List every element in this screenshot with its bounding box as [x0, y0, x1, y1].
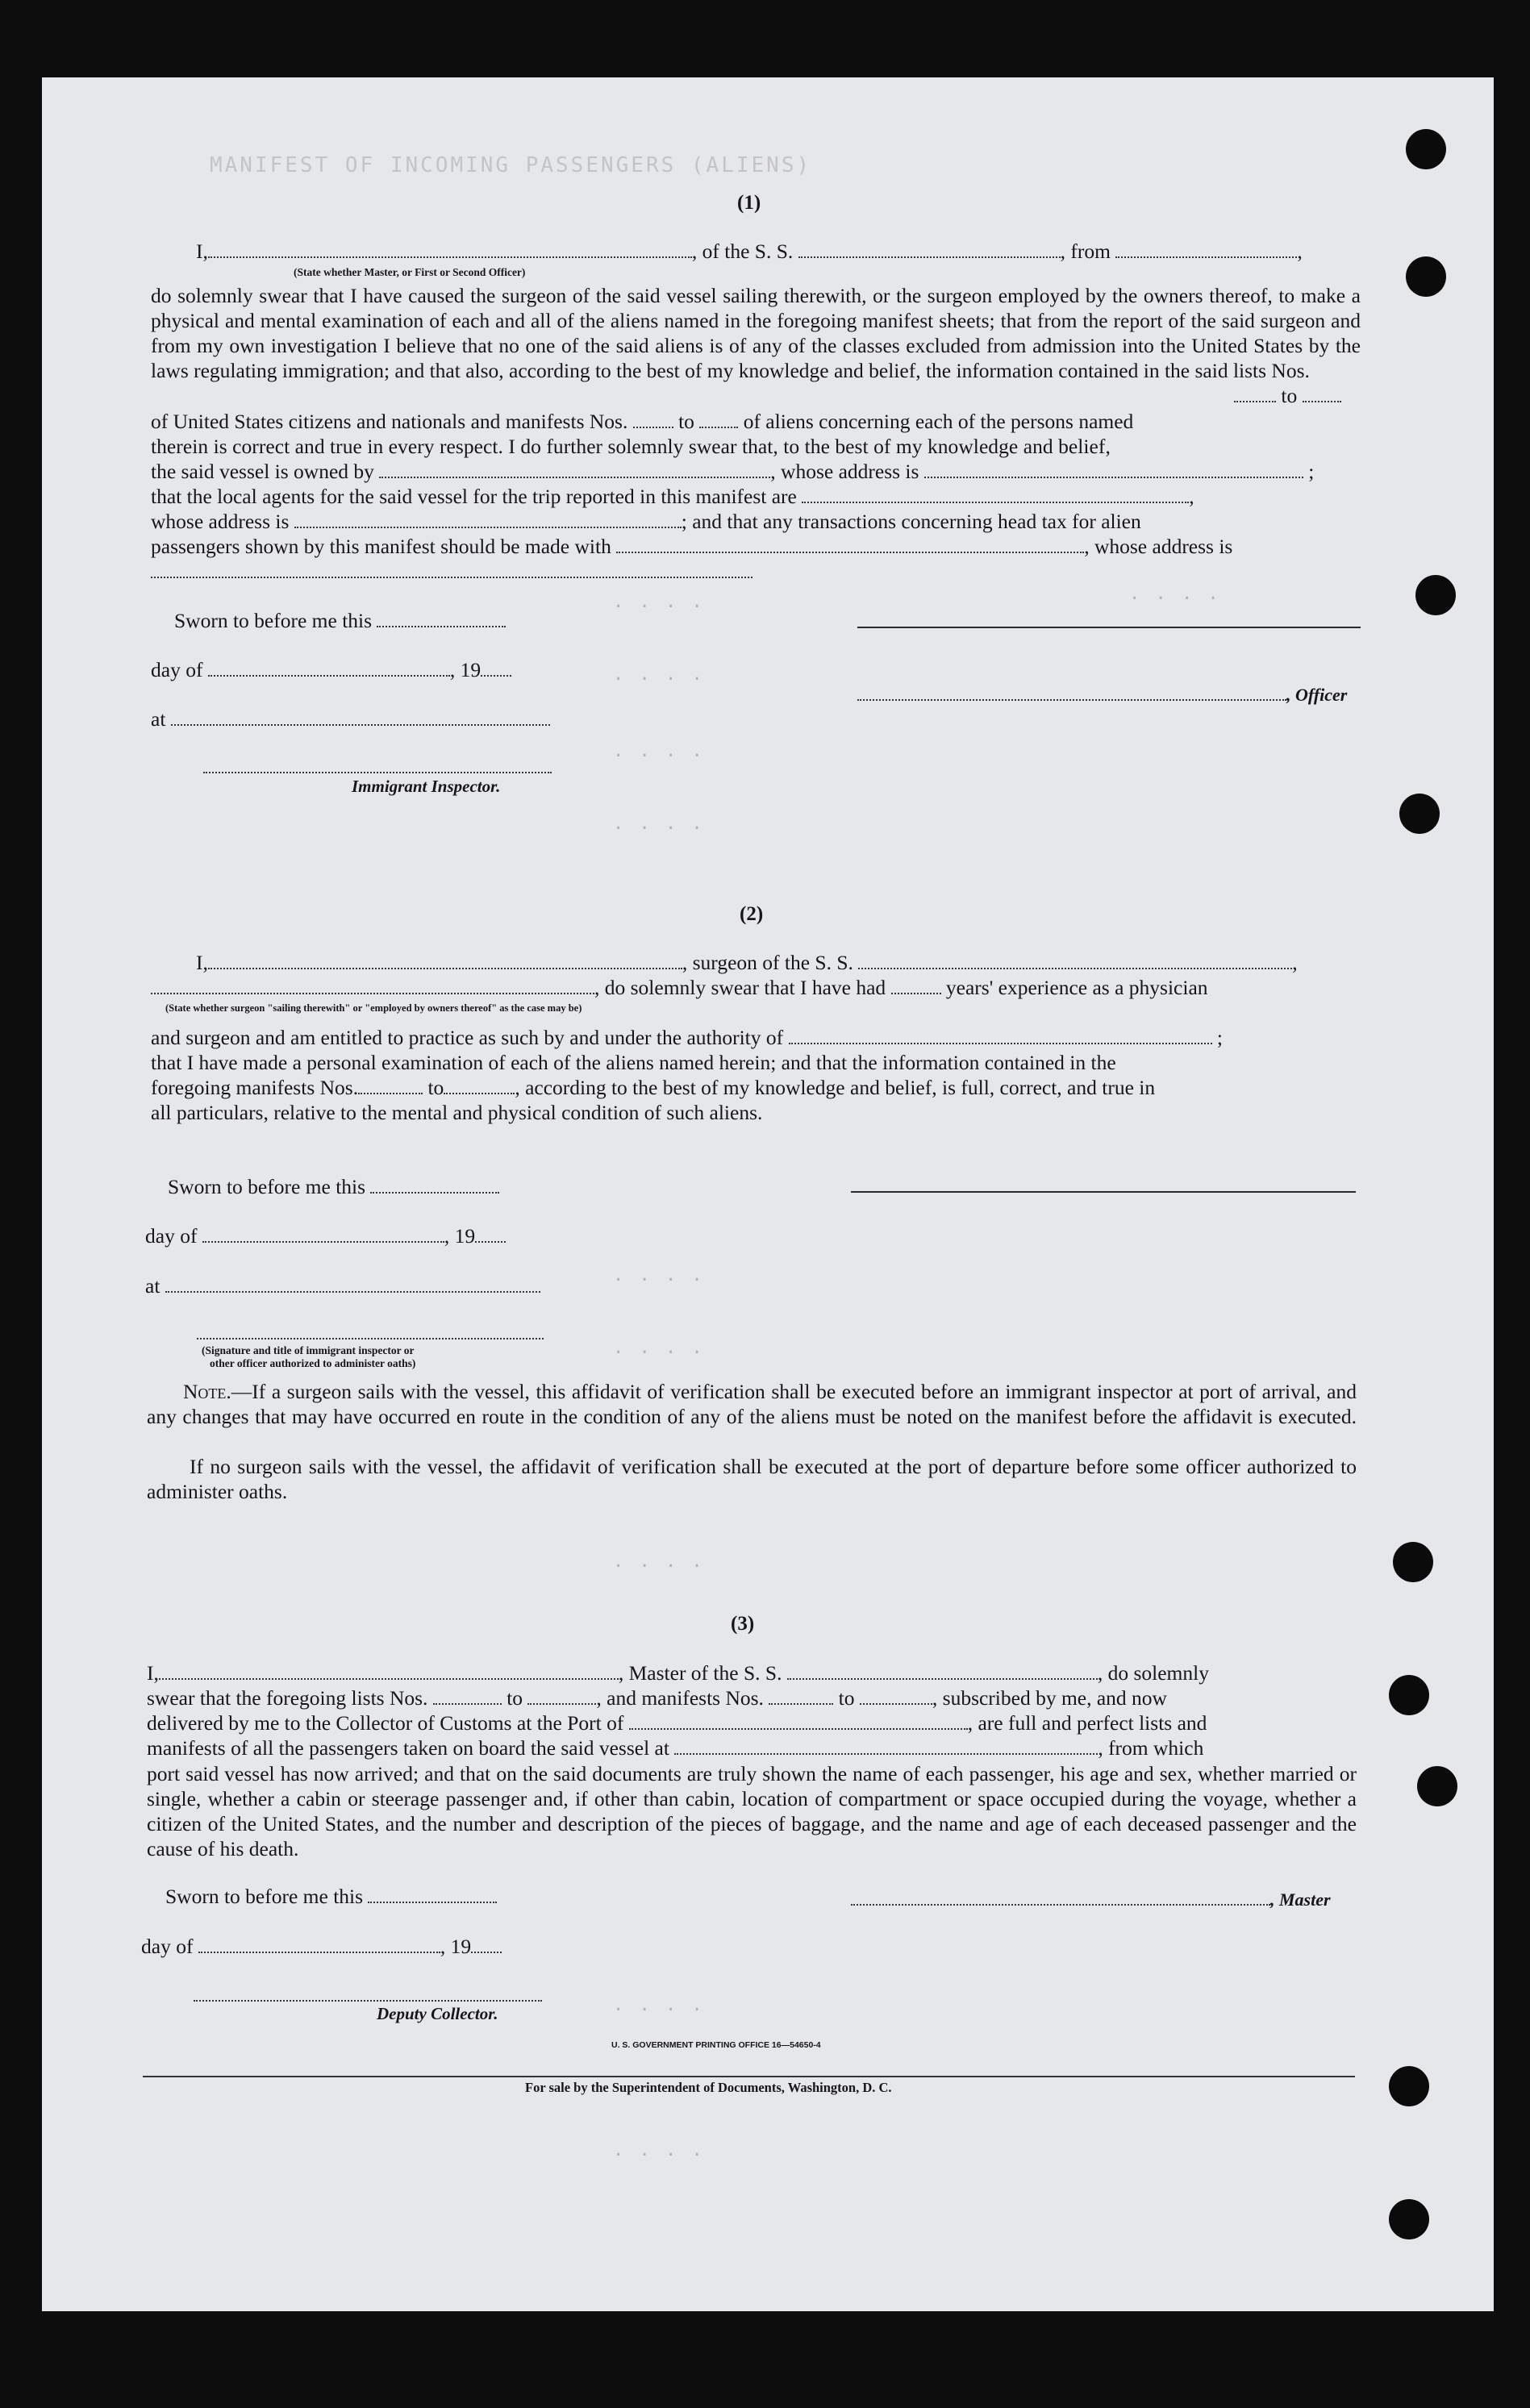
- head-tax-agent-field[interactable]: [616, 535, 1084, 553]
- bleed-through-text: · · · ·: [1129, 589, 1221, 609]
- s2-to: to: [427, 1076, 444, 1099]
- s3-manifest-to-field[interactable]: [860, 1687, 932, 1705]
- s2-at-label: at: [145, 1274, 161, 1298]
- surgeon-type-field[interactable]: [151, 977, 594, 994]
- binder-hole: [1399, 794, 1440, 834]
- s2-sworn-label: Sworn to before me this: [168, 1175, 366, 1198]
- binder-hole: [1389, 2199, 1429, 2239]
- s3-master-label: , Master: [1270, 1889, 1331, 1910]
- s2-solemnly-swear: , do solemnly swear that I have had: [594, 976, 886, 999]
- s3-taken-on-board: manifests of all the passengers taken on board the said vessel at: [147, 1736, 669, 1760]
- local-agents-field[interactable]: [802, 485, 1189, 503]
- s1-sworn-label: Sworn to before me this: [174, 609, 373, 632]
- s1-line-correct: therein is correct and true in every respect. I do further solemnly swear that, to the best of my knowledge and belief,: [151, 435, 1111, 458]
- s1-signature-line-1[interactable]: [857, 627, 1361, 628]
- s3-full-perfect: , are full and perfect lists and: [967, 1711, 1207, 1735]
- printer-imprint: U. S. GOVERNMENT PRINTING OFFICE 16—54650-4: [611, 2040, 821, 2050]
- s1-place-field[interactable]: [171, 708, 550, 726]
- departure-port-field[interactable]: [1115, 240, 1297, 258]
- s1-year-field[interactable]: [481, 659, 511, 677]
- s1-line-1: [196, 240, 1303, 264]
- s3-master-of-ss: , Master of the S. S.: [618, 1661, 782, 1685]
- binder-hole: [1415, 575, 1456, 615]
- s3-to-2: to: [838, 1686, 855, 1710]
- s1-owner-address-label: , whose address is: [770, 460, 919, 483]
- s3-day-of-label: day of: [141, 1935, 194, 1958]
- s2-name-field[interactable]: [208, 952, 682, 969]
- s2-place-field[interactable]: [165, 1275, 540, 1293]
- s2-years-experience: years' experience as a physician: [945, 976, 1208, 999]
- s3-vessel-field[interactable]: [787, 1662, 1098, 1680]
- s2-line-5: [151, 1076, 1155, 1100]
- s2-line-4: that I have made a personal examination of each of the aliens named herein; and that the information contained in the: [151, 1051, 1116, 1074]
- s2-i: I,: [196, 951, 208, 974]
- s3-year-field[interactable]: [471, 1935, 502, 1953]
- agents-address-field[interactable]: [294, 510, 682, 528]
- s1-at: [151, 707, 550, 731]
- s2-sig-note-2: other officer authorized to administer oaths): [210, 1357, 416, 1369]
- s3-subscribed: , subscribed by me, and now: [932, 1686, 1167, 1710]
- s1-owned-by: the said vessel is owned by: [151, 460, 374, 483]
- section-1-number: (1): [737, 192, 761, 214]
- s2-manifests-label: foregoing manifests Nos.: [151, 1076, 359, 1099]
- deputy-collector-signature-field[interactable]: [194, 2000, 542, 2002]
- s2-note-label: Note.: [183, 1380, 231, 1403]
- s3-year-prefix: , 19: [440, 1935, 472, 1958]
- bleed-through-text: MANIFEST OF INCOMING PASSENGERS (ALIENS): [210, 153, 812, 177]
- s3-master-line: [851, 1887, 1331, 1912]
- s3-embark-port-field[interactable]: [674, 1737, 1098, 1755]
- bleed-through-text: · · · ·: [613, 2145, 705, 2165]
- s1-line-agents: [151, 485, 1194, 509]
- s2-surgeon-of-ss: , surgeon of the S. S.: [682, 951, 853, 974]
- s2-at: [145, 1274, 540, 1298]
- s2-comma: ,: [1292, 951, 1298, 974]
- s2-surgeon-note: (State whether surgeon "sailing therewith" or "employed by owners thereof" as the case may be): [165, 1002, 582, 1014]
- section-2-number: (2): [740, 903, 764, 925]
- s1-day-of: [151, 658, 511, 682]
- alien-manifest-from-field[interactable]: [633, 410, 673, 428]
- s1-day-of-label: day of: [151, 658, 203, 681]
- s3-line-4: [147, 1736, 1203, 1760]
- s2-year-prefix: , 19: [444, 1224, 476, 1248]
- s1-line-whose: [151, 510, 1141, 534]
- s2-vessel-field[interactable]: [858, 952, 1292, 969]
- s2-day-of: [145, 1224, 506, 1248]
- s1-lists-tail: [1234, 384, 1341, 408]
- s1-comma-2: ,: [1189, 485, 1194, 508]
- s1-sworn: [174, 609, 506, 633]
- s1-line-citizens: [151, 410, 1133, 434]
- owner-address-field[interactable]: [924, 460, 1303, 478]
- s3-to-1: to: [507, 1686, 523, 1710]
- bleed-through-text: · · · ·: [613, 1556, 705, 1577]
- s1-line-owned: [151, 460, 1314, 484]
- s2-authority-label: and surgeon and am entitled to practice as such by and under the authority of: [151, 1026, 784, 1049]
- head-tax-address-field[interactable]: [151, 577, 752, 578]
- footer-rule: [143, 2076, 1355, 2077]
- s2-note-1-text: —If a surgeon sails with the vessel, this affidavit of verification shall be executed before an immigrant inspector at port of arrival, and any changes that may have occurred en route in the condition of any of the aliens must be noted on the manifest before the affidavit is executed.: [147, 1380, 1357, 1428]
- s1-of-us: of United States citizens and nationals and manifests Nos.: [151, 410, 628, 433]
- s1-agents-label: that the local agents for the said vessel for the trip reported in this manifest are: [151, 485, 797, 508]
- s2-sworn: [168, 1175, 499, 1199]
- sale-note: For sale by the Superintendent of Documents, Washington, D. C.: [525, 2080, 892, 2095]
- binder-hole: [1389, 1675, 1429, 1715]
- s1-to-1: to: [1281, 384, 1298, 407]
- s1-semicolon: ;: [1308, 460, 1315, 483]
- bleed-through-text: · · · ·: [613, 746, 705, 766]
- section-3-number: (3): [731, 1613, 755, 1635]
- bleed-through-text: · · · ·: [613, 669, 705, 689]
- s1-whose-address-2: , whose address is: [1084, 535, 1233, 558]
- s1-to-2: to: [678, 410, 694, 433]
- licensing-authority-field[interactable]: [789, 1027, 1212, 1044]
- s2-signature-line[interactable]: [851, 1191, 1356, 1193]
- s1-i: I,: [196, 240, 208, 263]
- s1-passengers-label: passengers shown by this manifest should be made with: [151, 535, 611, 558]
- officer-signature-field[interactable]: [857, 683, 1286, 701]
- s1-line-passengers: [151, 535, 1232, 559]
- s2-line-6: all particulars, relative to the mental and physical condition of such aliens.: [151, 1101, 763, 1124]
- alien-manifest-to-field[interactable]: [699, 410, 738, 428]
- binder-hole: [1406, 256, 1446, 297]
- inspector-signature-field[interactable]: [203, 772, 552, 773]
- s3-list-from-field[interactable]: [433, 1687, 502, 1705]
- s2-manifest-to-field[interactable]: [444, 1077, 515, 1094]
- s1-year-prefix: , 19: [449, 658, 482, 681]
- s1-at-label: at: [151, 707, 166, 731]
- s1-of-aliens: of aliens concerning each of the persons named: [743, 410, 1134, 433]
- binder-hole: [1393, 1542, 1433, 1582]
- s2-month-field[interactable]: [202, 1225, 444, 1243]
- s2-year-field[interactable]: [475, 1225, 506, 1243]
- s1-month-field[interactable]: [208, 659, 450, 677]
- master-signature-field[interactable]: [851, 1888, 1270, 1906]
- years-experience-field[interactable]: [891, 977, 941, 994]
- vessel-name-field[interactable]: [798, 240, 1061, 258]
- s1-head-tax: ; and that any transactions concerning head tax for alien: [681, 510, 1141, 533]
- s3-do-solemnly: , do solemnly: [1097, 1661, 1209, 1685]
- s2-manifest-from-field[interactable]: [358, 1077, 423, 1094]
- s3-sworn-date-field[interactable]: [368, 1885, 497, 1903]
- s1-officer-line: [857, 682, 1347, 707]
- s2-line-2: [151, 976, 1208, 1000]
- s1-officer-label: , Officer: [1286, 685, 1348, 705]
- s2-sworn-date-field[interactable]: [370, 1176, 499, 1194]
- s1-of-ss: , of the S. S.: [691, 240, 794, 263]
- s2-sig-note-1: (Signature and title of immigrant inspector or: [202, 1344, 415, 1356]
- officer-rank-field[interactable]: [208, 240, 692, 258]
- bleed-through-text: · · · ·: [613, 819, 705, 839]
- bleed-through-text: · · · ·: [613, 597, 705, 617]
- s3-day-of: [141, 1935, 502, 1959]
- s3-list-to-field[interactable]: [527, 1687, 596, 1705]
- s1-sworn-date-field[interactable]: [377, 610, 506, 627]
- s2-note-2: If no surgeon sails with the vessel, the affidavit of verification shall be executed at the port of departure before some officer authorized to administer oaths.: [147, 1455, 1357, 1503]
- s1-comma: ,: [1297, 240, 1303, 263]
- s3-collector-label: delivered by me to the Collector of Customs at the Port of: [147, 1711, 624, 1735]
- owner-field[interactable]: [379, 460, 770, 478]
- s2-line-1: [196, 951, 1298, 975]
- s2-semicolon: ;: [1216, 1026, 1223, 1049]
- s1-from: , from: [1060, 240, 1111, 263]
- s3-paragraph: port said vessel has now arrived; and that on the said documents are truly shown the name of each passenger, his age and sex, whether married or single, whether a cabin or steerage passenger and, if other than cabin, location of compartment or space occupied during the voyage, whether a citizen of the United States, and the number and description of the pieces of baggage, and the name and age of each deceased passenger and the cause of his death.: [147, 1762, 1357, 1860]
- s3-port-field[interactable]: [629, 1712, 968, 1730]
- s3-manifests-label: , and manifests Nos.: [596, 1686, 764, 1710]
- s2-note-1: [147, 1379, 1357, 1429]
- citizen-list-from-field[interactable]: [1234, 385, 1276, 402]
- s2-line-3: [151, 1026, 1223, 1050]
- binder-hole: [1389, 2066, 1429, 2106]
- s2-inspector-signature-field[interactable]: [197, 1338, 544, 1339]
- binder-hole: [1417, 1766, 1457, 1806]
- s2-according: , according to the best of my knowledge and belief, is full, correct, and true in: [515, 1076, 1156, 1099]
- s1-whose-address-label: whose address is: [151, 510, 290, 533]
- s3-line-3: [147, 1711, 1207, 1735]
- citizen-list-to-field[interactable]: [1303, 385, 1341, 402]
- s3-name-field[interactable]: [159, 1662, 619, 1680]
- s3-manifest-from-field[interactable]: [769, 1687, 833, 1705]
- binder-hole: [1406, 129, 1446, 169]
- s3-i: I,: [147, 1661, 159, 1685]
- s1-rank-note: (State whether Master, or First or Second Officer): [294, 266, 526, 278]
- bleed-through-text: · · · ·: [613, 2000, 705, 2020]
- s3-line-2: [147, 1686, 1167, 1710]
- s3-sworn-label: Sworn to before me this: [165, 1885, 364, 1908]
- s3-line-1: [147, 1661, 1209, 1685]
- s2-day-of-label: day of: [145, 1224, 198, 1248]
- bleed-through-text: · · · ·: [613, 1270, 705, 1290]
- s1-inspector-label: Immigrant Inspector.: [352, 777, 501, 796]
- s3-month-field[interactable]: [198, 1935, 440, 1953]
- s3-from-which: , from which: [1098, 1736, 1204, 1760]
- s1-oath-paragraph: do solemnly swear that I have caused the surgeon of the said vessel sailing therewith, or the surgeon employed by the owners thereof, to make a physical and mental examination of each and all of the aliens named in the foregoing manifest sheets; that from the report of the said surgeon and from my own investigation I believe that no one of the said aliens is of any of the classes excluded from admission into the United States by the laws regulating immigration; and that also, according to the best of my knowledge and belief, the information contained in the said lists Nos.: [151, 284, 1361, 382]
- s3-lists-label: swear that the foregoing lists Nos.: [147, 1686, 428, 1710]
- bleed-through-text: · · · ·: [613, 1343, 705, 1363]
- s3-deputy-label: Deputy Collector.: [377, 2004, 498, 2023]
- s3-sworn: [165, 1885, 497, 1909]
